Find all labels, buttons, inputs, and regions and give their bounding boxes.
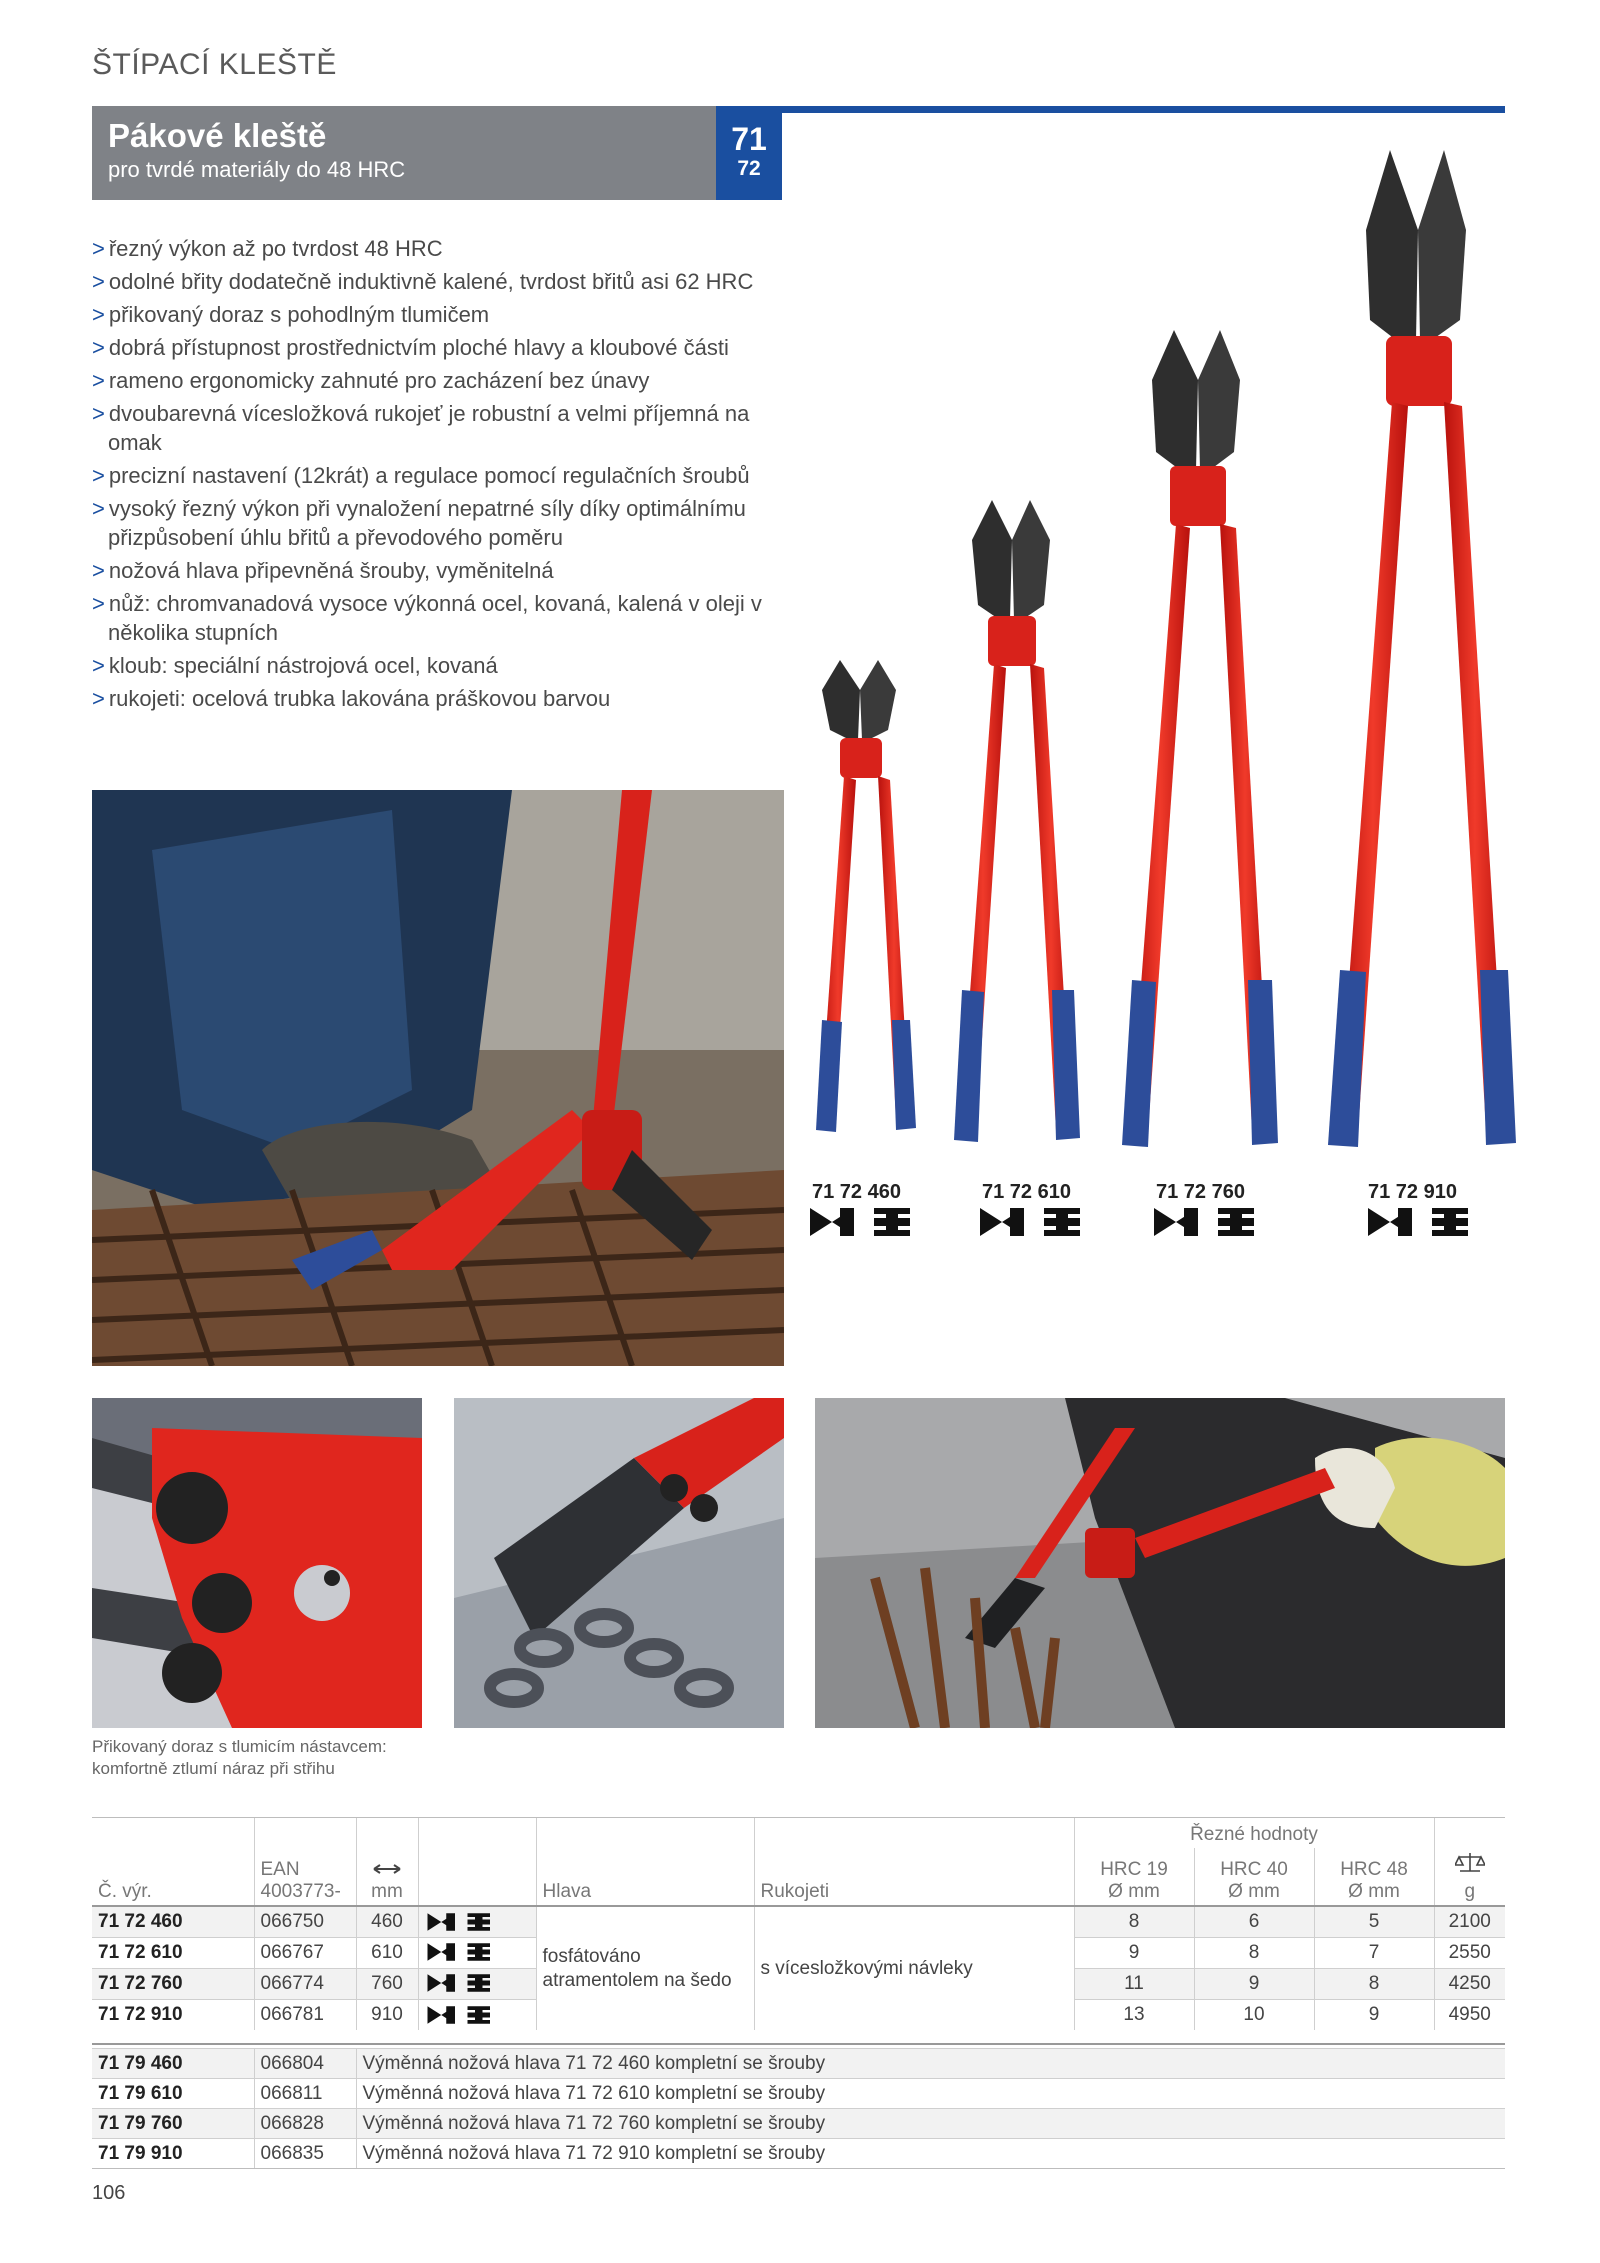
closeup-photo-joint (92, 1398, 422, 1728)
feature-item: > odolné břity dodatečně induktivně kalené, tvrdost břitů asi 62 HRC (92, 269, 754, 294)
col-length: mm (356, 1848, 418, 1906)
table-row: 71 79 610 066811 Výměnná nožová hlava 71 72 610 kompletní se šrouby (92, 2079, 1505, 2109)
feature-item: > řezný výkon až po tvrdost 48 HRC (92, 236, 443, 261)
cutting-symbols-icon (1154, 1206, 1274, 1238)
col-weight: g (1434, 1848, 1505, 1906)
cutting-symbols-icon (418, 1999, 536, 2030)
accessories-table (92, 2048, 1505, 2169)
scale-icon (1441, 1851, 1500, 1881)
table-row: 71 79 910 066835 Výměnná nožová hlava 71 72 910 kompletní se šrouby (92, 2139, 1505, 2169)
head-finish: fosfátováno atramentolem na šedo (536, 1906, 754, 2030)
col-handles: Rukojeti (754, 1848, 1074, 1906)
cutting-symbols-icon (1368, 1206, 1488, 1238)
table-row: 71 72 910 066781 910 13 10 9 4950 (92, 1999, 1505, 2030)
series-number-sub: 72 (737, 157, 761, 180)
feature-item: > vysoký řezný výkon při vynaložení nepatrné síly díky optimálnímu přizpůsobení úhlu břitů a převodového poměru (92, 496, 746, 550)
feature-item: > nožová hlava připevněná šrouby, vyměnitelná (92, 558, 554, 583)
feature-item: > kloub: speciální nástrojová ocel, kovaná (92, 653, 498, 678)
col-hrc40: HRC 40 Ø mm (1194, 1848, 1314, 1906)
usage-photo-chain-cutting (454, 1398, 784, 1728)
cutting-symbols-icon (418, 1906, 536, 1937)
product-title: Pákové kleště (108, 117, 327, 154)
bolt-cutter-610-image (954, 500, 1080, 1142)
model-label-460: 71 72 460 (812, 1181, 901, 1203)
bolt-cutter-910-image (1328, 150, 1516, 1147)
col-ean: EAN 4003773- (254, 1848, 356, 1906)
cutting-values-header: Řezné hodnoty (1074, 1818, 1434, 1849)
cutting-symbols-icon (418, 1968, 536, 1999)
product-subtitle: pro tvrdé materiály do 48 HRC (108, 157, 406, 182)
cutting-symbols-icon (810, 1206, 930, 1238)
col-item-no: Č. výr. (92, 1848, 254, 1906)
col-hrc48: HRC 48 Ø mm (1314, 1848, 1434, 1906)
bolt-cutters-illustration (800, 140, 1560, 1160)
model-label-760: 71 72 760 (1156, 1181, 1245, 1203)
feature-item: > rameno ergonomicky zahnuté pro zacházení bez únavy (92, 368, 650, 393)
bolt-cutter-760-image (1122, 330, 1278, 1147)
cutting-symbols-icon (418, 1937, 536, 1968)
usage-photo-rebar-cutting (92, 790, 784, 1366)
length-arrow-icon (363, 1859, 412, 1881)
section-title: ŠTÍPACÍ KLEŠTĚ (92, 48, 337, 81)
table-row: 71 72 610 066767 610 9 8 7 2550 (92, 1937, 1505, 1968)
series-number-box (716, 106, 782, 200)
col-hrc19: HRC 19 Ø mm (1074, 1848, 1194, 1906)
product-header (92, 106, 716, 200)
handle-type: s vícesložkovými návleky (754, 1906, 1074, 2030)
feature-item: > dobrá přístupnost prostřednictvím ploché hlavy a kloubové části (92, 335, 729, 360)
table-row: 71 79 760 066828 Výměnná nožová hlava 71 72 760 kompletní se šrouby (92, 2109, 1505, 2139)
col-head: Hlava (536, 1848, 754, 1906)
feature-item: > nůž: chromvanadová vysoce výkonná ocel, kovaná, kalená v oleji v několika stupních (92, 591, 762, 645)
bolt-cutter-460-image (816, 660, 916, 1132)
photo-caption: Přikovaný doraz s tlumicím nástavcem: komfortně ztlumí náraz při střihu (92, 1737, 387, 1778)
model-label-610: 71 72 610 (982, 1181, 1071, 1203)
usage-photo-gloves-rebar (815, 1398, 1505, 1728)
table-separator (92, 2043, 1505, 2045)
feature-item: > přikovaný doraz s pohodlným tlumičem (92, 302, 490, 327)
model-label-910: 71 72 910 (1368, 1181, 1457, 1203)
series-number-main: 71 (731, 121, 767, 157)
feature-item: > rukojeti: ocelová trubka lakována práškovou barvou (92, 686, 611, 711)
feature-list (92, 234, 792, 717)
col-symbols (418, 1848, 536, 1906)
cutting-symbols-icon (980, 1206, 1100, 1238)
feature-item: > precizní nastavení (12krát) a regulace pomocí regulačních šroubů (92, 463, 750, 488)
table-row: 71 72 460 066750 460 fosfátováno atramentolem na šedo s vícesložkovými návleky 8 6 5 2100 (92, 1906, 1505, 1937)
table-row: 71 72 760 066774 760 11 9 8 4250 (92, 1968, 1505, 1999)
page-number: 106 (92, 2182, 126, 2204)
specification-table (92, 1817, 1505, 2030)
table-row: 71 79 460 066804 Výměnná nožová hlava 71 72 460 kompletní se šrouby (92, 2049, 1505, 2079)
feature-item: > dvoubarevná vícesložková rukojeť je robustní a velmi příjemná na omak (92, 401, 750, 455)
